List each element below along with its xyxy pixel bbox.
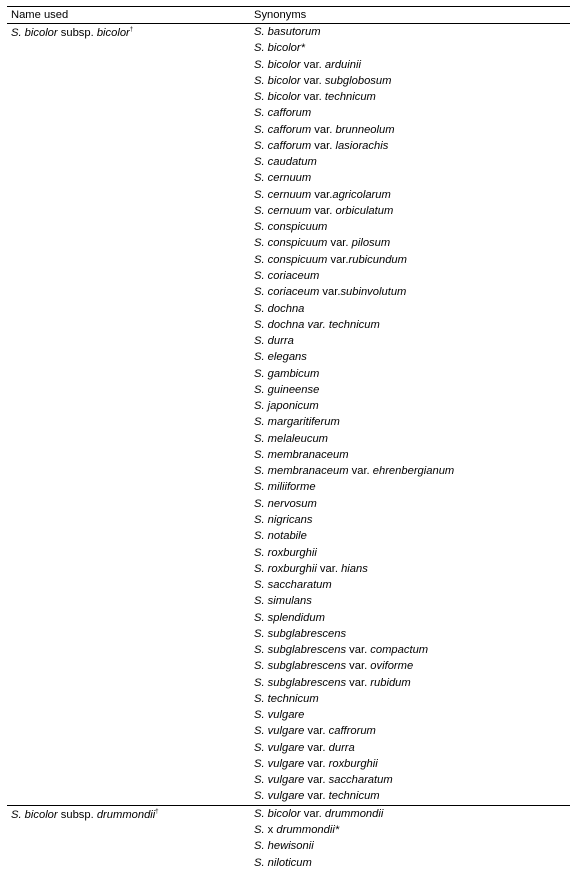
synonym-text: brunneolum bbox=[335, 123, 395, 136]
synonym-text: S. niloticum bbox=[254, 856, 312, 869]
synonym-item bbox=[254, 772, 570, 788]
synonym-text: S. bicolor* bbox=[254, 42, 305, 55]
synonym-item bbox=[254, 89, 570, 105]
synonym-text: durra bbox=[328, 741, 355, 754]
name-used-cell bbox=[7, 24, 254, 805]
synonym-text: S. membranaceum bbox=[254, 465, 349, 478]
synonym-text: S. nigricans bbox=[254, 513, 313, 526]
synonym-text: x bbox=[264, 824, 277, 837]
synonym-text: S. vulgare bbox=[254, 757, 305, 770]
synonym-text: rubidum bbox=[370, 676, 411, 689]
synonym-text: S. saccharatum bbox=[254, 579, 332, 592]
synonym-text: subinvolutum bbox=[340, 286, 407, 299]
synonym-text: S. vulgare bbox=[254, 774, 305, 787]
synonym-text: S. miliiforme bbox=[254, 481, 316, 494]
name-used-cell bbox=[7, 806, 254, 871]
synonym-text: S. vulgare bbox=[254, 725, 305, 738]
synonym-item bbox=[254, 57, 570, 73]
synonym-item bbox=[254, 593, 570, 609]
synonym-text: S. subglabrescens bbox=[254, 676, 347, 689]
synonym-text: S. simulans bbox=[254, 595, 312, 608]
synonym-text: var. bbox=[316, 562, 342, 575]
synonym-item bbox=[254, 138, 570, 154]
synonym-item bbox=[254, 855, 570, 871]
synonym-item bbox=[254, 203, 570, 219]
synonym-text: orbiculatum bbox=[335, 204, 394, 217]
synonym-text: S. vulgare bbox=[254, 709, 305, 722]
synonym-text: var. bbox=[300, 91, 325, 104]
synonym-text: drummondii bbox=[324, 807, 384, 820]
synonym-item bbox=[254, 284, 570, 300]
synonym-item bbox=[254, 301, 570, 317]
synonym-item bbox=[254, 642, 570, 658]
synonym-item bbox=[254, 333, 570, 349]
synonym-text: lasiorachis bbox=[335, 139, 389, 152]
synonym-list bbox=[254, 24, 570, 805]
synonym-item bbox=[254, 788, 570, 804]
synonym-text: S. bicolor bbox=[254, 91, 301, 104]
synonym-text: S. cernuum bbox=[254, 172, 312, 185]
synonym-text: technicum bbox=[324, 91, 376, 104]
synonym-text: var. bbox=[346, 660, 371, 673]
synonym-item bbox=[254, 740, 570, 756]
synonym-text: var. bbox=[311, 204, 336, 217]
synonym-text: var. bbox=[304, 725, 329, 738]
synonym-text: subglobosum bbox=[324, 74, 392, 87]
synonym-text: drummondii* bbox=[276, 824, 340, 837]
synonym-item bbox=[254, 349, 570, 365]
synonym-text: S. bbox=[254, 824, 265, 837]
synonym-text: hians bbox=[341, 562, 368, 575]
synonym-item bbox=[254, 40, 570, 56]
synonym-text: S. roxburghii bbox=[254, 562, 317, 575]
synonym-item bbox=[254, 496, 570, 512]
subspecies-epithet: bicolor bbox=[96, 27, 130, 39]
synonym-item bbox=[254, 463, 570, 479]
synonym-item bbox=[254, 398, 570, 414]
synonym-item bbox=[254, 822, 570, 838]
synonym-item bbox=[254, 317, 570, 333]
synonym-text: S. japonicum bbox=[254, 400, 319, 413]
synonym-text: S. nervosum bbox=[254, 497, 317, 510]
synonym-text: S. membranaceum bbox=[254, 448, 349, 461]
synonym-item bbox=[254, 545, 570, 561]
synonym-text: S. durra bbox=[254, 335, 294, 348]
synonym-text: S. coriaceum bbox=[254, 269, 320, 282]
dagger-mark: † bbox=[129, 27, 134, 33]
synonym-text: var. bbox=[304, 757, 329, 770]
synonym-item bbox=[254, 170, 570, 186]
synonym-text: compactum bbox=[370, 644, 429, 657]
synonym-text: S. melaleucum bbox=[254, 432, 328, 445]
synonym-item bbox=[254, 252, 570, 268]
subspecies-epithet: drummondii bbox=[96, 808, 156, 821]
synonym-text: var. bbox=[311, 139, 336, 152]
synonym-item bbox=[254, 154, 570, 170]
synonym-item bbox=[254, 577, 570, 593]
synonym-text: S. technicum bbox=[254, 692, 319, 705]
synonym-text: var. bbox=[311, 188, 333, 201]
table-header-row bbox=[7, 6, 570, 24]
synonym-item bbox=[254, 122, 570, 138]
synonym-text: S. notabile bbox=[254, 530, 307, 543]
synonym-item bbox=[254, 187, 570, 203]
synonym-list bbox=[254, 806, 570, 871]
synonym-text: var. bbox=[304, 741, 329, 754]
synonym-item bbox=[254, 658, 570, 674]
synonym-item bbox=[254, 366, 570, 382]
synonym-text: S. cernuum bbox=[254, 204, 312, 217]
synonym-text: S. subglabrescens bbox=[254, 644, 347, 657]
synonym-item bbox=[254, 512, 570, 528]
synonym-text: S. dochna var. technicum bbox=[254, 318, 380, 331]
synonym-item bbox=[254, 479, 570, 495]
synonym-text: var. bbox=[346, 644, 371, 657]
synonym-text: rubicundum bbox=[348, 253, 407, 266]
synonym-item bbox=[254, 691, 570, 707]
synonym-text: S. subglabrescens bbox=[254, 660, 347, 673]
synonym-text: S. subglabrescens bbox=[254, 627, 347, 640]
synonym-text: ehrenbergianum bbox=[372, 465, 455, 478]
synonym-item bbox=[254, 561, 570, 577]
synonym-text: var. bbox=[304, 774, 329, 787]
synonym-item bbox=[254, 610, 570, 626]
synonym-item bbox=[254, 528, 570, 544]
synonym-item bbox=[254, 447, 570, 463]
synonym-text: S. basutorum bbox=[254, 26, 321, 38]
rank-label: subsp. bbox=[57, 27, 97, 39]
synonym-text: S. cafforum bbox=[254, 107, 312, 120]
synonym-text: S. bicolor bbox=[254, 807, 301, 820]
synonym-text: S. conspicuum bbox=[254, 237, 328, 250]
synonym-text: S. elegans bbox=[254, 351, 307, 364]
synonym-text: S. conspicuum bbox=[254, 253, 328, 266]
genus-species-name: S. bicolor bbox=[11, 27, 58, 39]
synonym-text: S. roxburghii bbox=[254, 546, 317, 559]
synonym-item bbox=[254, 626, 570, 642]
synonym-text: S. hewisonii bbox=[254, 840, 314, 853]
synonym-item bbox=[254, 382, 570, 398]
synonym-text: caffrorum bbox=[328, 725, 376, 738]
synonym-item bbox=[254, 235, 570, 251]
synonym-text: var. bbox=[300, 74, 325, 87]
synonym-text: S. caudatum bbox=[254, 156, 317, 169]
synonym-text: S. vulgare bbox=[254, 790, 305, 803]
synonym-item bbox=[254, 675, 570, 691]
synonym-text: technicum bbox=[328, 790, 380, 803]
synonym-text: var. bbox=[327, 237, 352, 250]
synonym-text: pilosum bbox=[351, 237, 391, 250]
synonym-text: S. vulgare bbox=[254, 741, 305, 754]
synonym-item bbox=[254, 73, 570, 89]
synonym-text: S. coriaceum bbox=[254, 286, 320, 299]
synonym-text: var. bbox=[300, 58, 325, 71]
synonym-text: S. margaritiferum bbox=[254, 416, 340, 429]
synonym-text: var. bbox=[311, 123, 336, 136]
synonym-text: saccharatum bbox=[328, 774, 393, 787]
synonym-text: S. conspicuum bbox=[254, 221, 328, 234]
synonym-text: oviforme bbox=[370, 660, 414, 673]
header-name-used: Name used bbox=[11, 9, 69, 21]
synonym-item bbox=[254, 414, 570, 430]
synonym-text: S. cafforum bbox=[254, 139, 312, 152]
synonym-item bbox=[254, 707, 570, 723]
synonym-text: agricolarum bbox=[332, 188, 391, 201]
header-synonyms: Synonyms bbox=[254, 9, 307, 21]
dagger-mark: † bbox=[155, 808, 159, 815]
synonym-text: S. gambicum bbox=[254, 367, 320, 380]
synonym-item bbox=[254, 105, 570, 121]
synonym-item bbox=[254, 431, 570, 447]
synonym-text: var. bbox=[327, 253, 349, 266]
synonym-text: S. splendidum bbox=[254, 611, 325, 624]
synonym-item bbox=[254, 219, 570, 235]
synonym-item bbox=[254, 24, 570, 40]
synonym-text: var. bbox=[304, 790, 329, 803]
synonym-text: S. dochna bbox=[254, 302, 305, 315]
synonym-text: var. bbox=[346, 676, 371, 689]
genus-species-name: S. bicolor bbox=[11, 808, 58, 821]
synonym-item bbox=[254, 806, 570, 822]
synonym-text: arduinii bbox=[324, 58, 361, 71]
table-group-row bbox=[7, 24, 570, 806]
synonym-item bbox=[254, 838, 570, 854]
synonym-text: var. bbox=[348, 465, 373, 478]
synonym-item bbox=[254, 723, 570, 739]
table-group-row bbox=[7, 806, 570, 871]
synonym-text: var. bbox=[319, 286, 341, 299]
synonym-text: roxburghii bbox=[328, 757, 378, 770]
rank-label: subsp. bbox=[57, 808, 97, 821]
synonym-text: S. guineense bbox=[254, 383, 320, 396]
synonym-text: S. cafforum bbox=[254, 123, 312, 136]
synonym-text: var. bbox=[300, 807, 325, 820]
synonym-text: S. bicolor bbox=[254, 74, 301, 87]
synonym-item bbox=[254, 756, 570, 772]
synonym-item bbox=[254, 268, 570, 284]
synonym-table bbox=[7, 6, 570, 871]
synonym-text: S. cernuum bbox=[254, 188, 312, 201]
synonym-text: S. bicolor bbox=[254, 58, 301, 71]
